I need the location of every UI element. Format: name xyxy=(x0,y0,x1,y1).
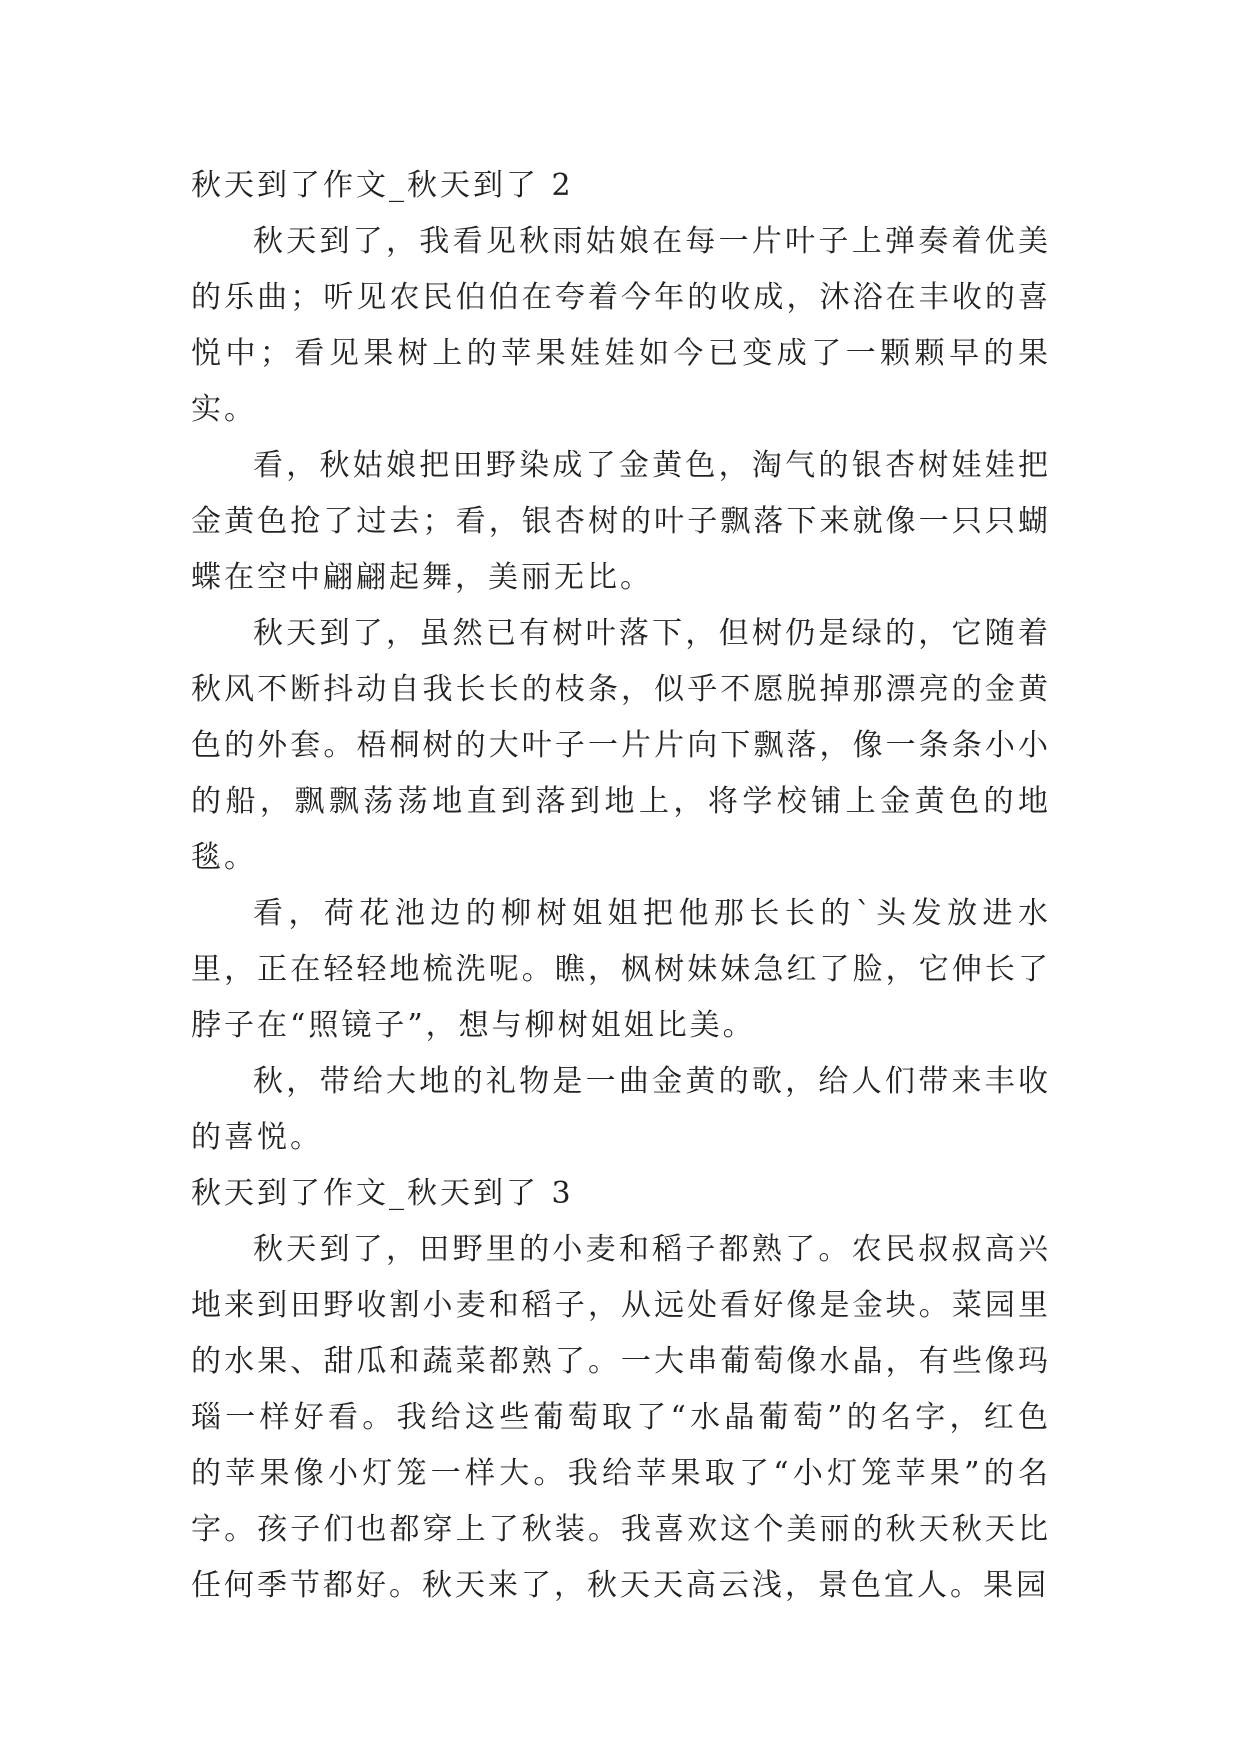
paragraph: 看，秋姑娘把田野染成了金黄色，淘气的银杏树娃娃把金黄色抢了过去；看，银杏树的叶子飘落下来就像一只只蝴蝶在空中翩翩起舞，美丽无比。 xyxy=(191,448,1051,595)
document-body xyxy=(191,158,1051,1614)
paragraph: 看，荷花池边的柳树姐姐把他那长长的`头发放进水里，正在轻轻地梳洗呢。瞧，枫树妹妹急红了脸，它伸长了脖子在“照镜子”，想与柳树姐姐比美。 xyxy=(191,896,1051,1043)
paragraph: 秋天到了，田野里的小麦和稻子都熟了。农民叔叔高兴地来到田野收割小麦和稻子，从远处看好像是金块。菜园里的水果、甜瓜和蔬菜都熟了。一大串葡萄像水晶，有些像玛瑙一样好看。我给这些葡萄取了“水晶葡萄”的名字，红色的苹果像小灯笼一样大。我给苹果取了“小灯笼苹果”的名字。孩子们也都穿上了秋装。我喜欢这个美丽的秋天秋天比任何季节都好。秋天来了，秋天天高云浅，景色宜人。果园 xyxy=(191,1232,1051,1603)
essay-section-2 xyxy=(191,158,1051,1166)
paragraph: 秋，带给大地的礼物是一曲金黄的歌，给人们带来丰收的喜悦。 xyxy=(191,1064,1051,1155)
section-heading: 秋天到了作文_秋天到了 3 xyxy=(191,1176,574,1211)
essay-section-3 xyxy=(191,1166,1051,1614)
paragraph: 秋天到了，虽然已有树叶落下，但树仍是绿的，它随着秋风不断抖动自我长长的枝条，似乎不愿脱掉那漂亮的金黄色的外套。梧桐树的大叶子一片片向下飘落，像一条条小小的船，飘飘荡荡地直到落到地上，将学校铺上金黄色的地毯。 xyxy=(191,616,1051,875)
paragraph: 秋天到了，我看见秋雨姑娘在每一片叶子上弹奏着优美的乐曲；听见农民伯伯在夸着今年的收成，沐浴在丰收的喜悦中；看见果树上的苹果娃娃如今已变成了一颗颗早的果实。 xyxy=(191,224,1051,427)
section-heading: 秋天到了作文_秋天到了 2 xyxy=(191,168,574,203)
